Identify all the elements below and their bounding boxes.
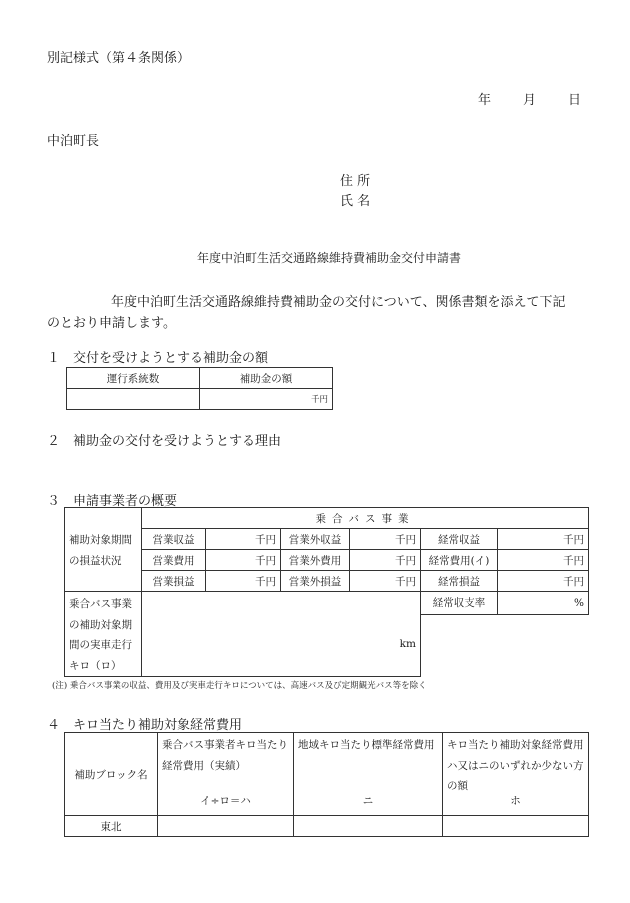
value-cell: 千円 xyxy=(498,529,589,550)
route-count-cell xyxy=(67,389,200,410)
cost-per-km-table xyxy=(64,732,589,837)
symbol-ho: ホ xyxy=(510,794,521,807)
row-label: 営業損益 xyxy=(142,571,206,592)
addressee: 中泊町長 xyxy=(47,134,100,149)
value-cell: 千円 xyxy=(350,571,421,592)
col-subsidy-cost: キロ当たり補助対象経常費用 ハ又はニのいずれか少ない方 の額 ホ xyxy=(443,733,589,816)
empty-cell xyxy=(158,816,294,837)
formula: イ÷ロ＝ハ xyxy=(200,794,251,807)
value-cell: 千円 xyxy=(206,529,281,550)
row-label: 営業収益 xyxy=(142,529,206,550)
subsidy-amount-cell: 千円 xyxy=(200,389,333,410)
pl-label-top xyxy=(65,508,142,529)
km-label-line: 乗合バス事業 xyxy=(69,598,132,610)
form-label: 別記様式（第４条関係） xyxy=(47,51,191,66)
pl-label-2: の損益状況 xyxy=(65,550,142,571)
section1-heading: １ 交付を受けようとする補助金の額 xyxy=(47,351,269,366)
address-label: 住 所 xyxy=(340,174,371,189)
row-label: 経常収益 xyxy=(421,529,498,550)
value-cell: 千円 xyxy=(350,550,421,571)
col-route-count: 運行系統数 xyxy=(67,368,200,389)
km-label-line: 間の実車走行 xyxy=(69,639,132,651)
ratio-value: % xyxy=(498,592,589,615)
document-title: 年度中泊町生活交通路線維持費補助金交付申請書 xyxy=(197,251,462,265)
empty-cell xyxy=(443,816,589,837)
km-label-line: キロ（ロ） xyxy=(69,659,122,672)
km-label xyxy=(65,592,142,677)
km-label-line: の補助対象期 xyxy=(69,618,132,631)
col-subsidy-amount: 補助金の額 xyxy=(200,368,333,389)
row-label: 経常損益 xyxy=(421,571,498,592)
body-line-1: 年度中泊町生活交通路線維持費補助金の交付について、関係書類を添えて下記 xyxy=(111,295,566,310)
col-block-name: 補助ブロック名 xyxy=(65,733,158,816)
date-day: 日 xyxy=(568,93,582,108)
date-year: 年 xyxy=(478,93,492,108)
pl-label-1: 補助対象期間 xyxy=(65,529,142,550)
body-line-2: のとおり申請します。 xyxy=(47,316,176,331)
row-label: 営業外収益 xyxy=(281,529,350,550)
empty-cell xyxy=(294,816,443,837)
section2-heading: ２ 補助金の交付を受けようとする理由 xyxy=(47,434,282,449)
subsidy-amount-table xyxy=(66,367,333,410)
row-label: 営業外損益 xyxy=(281,571,350,592)
name-label: 氏 名 xyxy=(340,194,371,209)
value-cell: 千円 xyxy=(206,550,281,571)
section4-heading: ４ キロ当たり補助対象経常費用 xyxy=(47,718,243,733)
applicant-overview-table xyxy=(64,507,589,677)
value-cell: 千円 xyxy=(206,571,281,592)
col-cost-actual: 乗合バス事業者キロ当たり 経常費用（実績） イ÷ロ＝ハ xyxy=(158,733,294,816)
block-name-cell: 東北 xyxy=(65,816,158,837)
date-month: 月 xyxy=(523,93,537,108)
section3-note: (注) 乗合バス事業の収益、費用及び実車走行キロについては、高速バス及び定期観光バス等を除く xyxy=(52,681,427,691)
row-label: 営業外費用 xyxy=(281,550,350,571)
col-standard-cost: 地域キロ当たり標準経常費用 ニ xyxy=(294,733,443,816)
value-cell: 千円 xyxy=(498,571,589,592)
section3-heading: ３ 申請事業者の概要 xyxy=(47,494,178,509)
value-cell: 千円 xyxy=(350,529,421,550)
km-value-cell: km xyxy=(142,592,421,677)
ratio-label: 経常収支率 xyxy=(421,592,498,615)
group-header: 乗合バス事業 xyxy=(142,508,589,529)
row-label: 営業費用 xyxy=(142,550,206,571)
value-cell: 千円 xyxy=(498,550,589,571)
row-label: 経常費用(イ) xyxy=(421,550,498,571)
symbol-ni: ニ xyxy=(362,794,374,807)
pl-label-bottom xyxy=(65,571,142,592)
